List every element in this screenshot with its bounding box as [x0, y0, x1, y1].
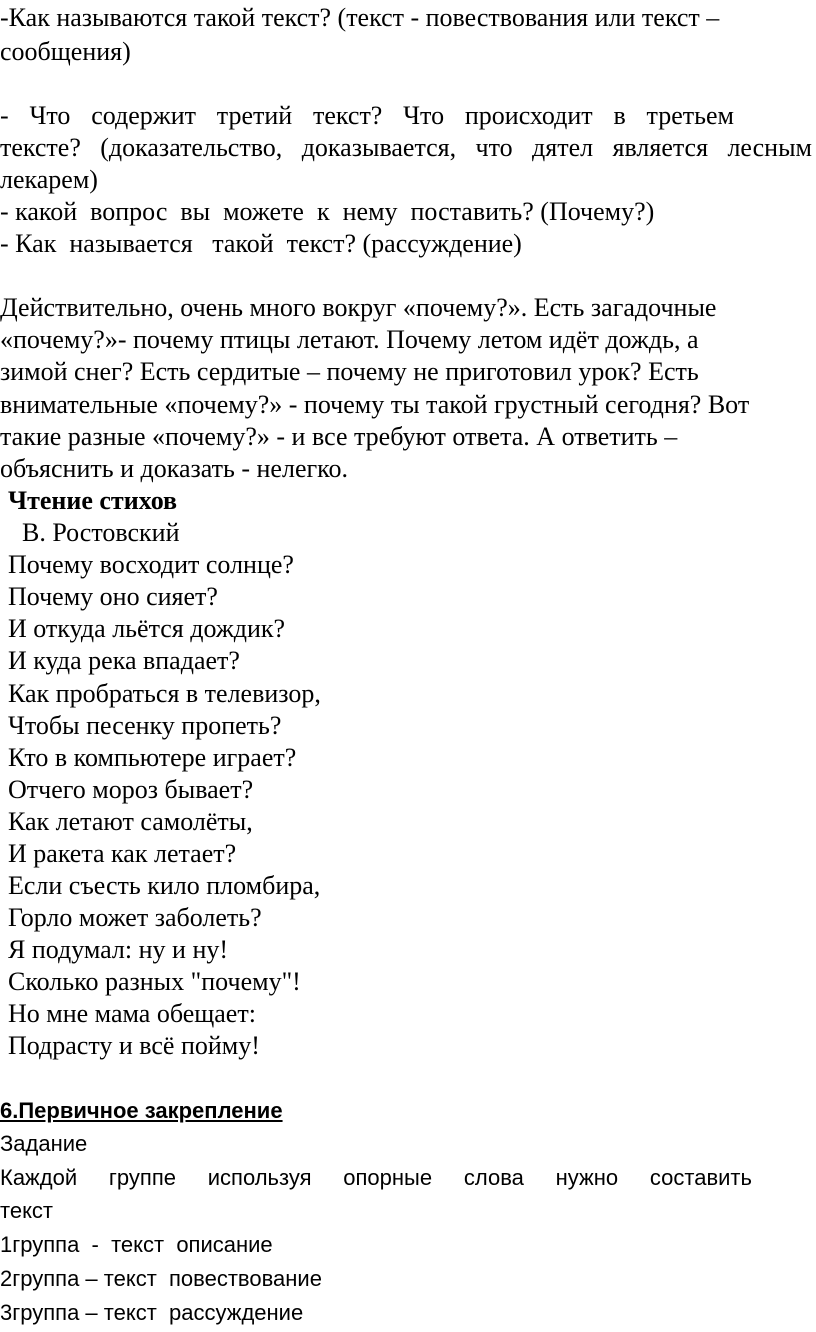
poem-line: И ракета как летает?: [8, 839, 237, 868]
word: составить: [649, 1165, 752, 1190]
question-2-line-2: [0, 132, 812, 163]
word: доказывается,: [301, 133, 457, 162]
poem-line: И откуда льётся дождик?: [8, 614, 286, 643]
word: Что: [403, 101, 445, 130]
poem-line: Подрасту и всё пойму!: [8, 1031, 260, 1060]
poem-line: Почему восходит солнце?: [8, 550, 294, 579]
poem-line: Я подумал: ну и ну!: [8, 935, 229, 964]
word: слова: [463, 1165, 524, 1190]
group-item: 3группа – текст рассуждение: [0, 1300, 304, 1325]
poem-line: Чтобы песенку пропеть?: [8, 711, 282, 740]
word: текст?: [313, 101, 383, 130]
poem-line: Если съесть кило пломбира,: [8, 871, 321, 900]
poem-line: Но мне мама обещает:: [8, 999, 256, 1028]
word: дятел: [532, 133, 594, 162]
group-item: 1группа - текст описание: [0, 1232, 273, 1257]
word: лесным: [727, 133, 812, 162]
word: что: [475, 133, 513, 162]
poem-line: Горло может заболеть?: [8, 903, 262, 932]
question-2-line-1: [0, 100, 734, 131]
question-1-line-2: сообщения): [0, 37, 131, 66]
word: тексте?: [0, 133, 81, 162]
word: содержит: [91, 101, 196, 130]
word: происходит: [464, 101, 593, 130]
word: -: [0, 101, 9, 130]
paragraph-line-6: объяснить и доказать - нелегко.: [0, 454, 348, 483]
poem-line: Как пробраться в телевизор,: [8, 679, 321, 708]
task-label: Задание: [0, 1131, 88, 1156]
poem-heading: Чтение стихов: [8, 486, 178, 515]
word: нужно: [555, 1165, 619, 1190]
word: в: [613, 101, 626, 130]
poem-author: В. Ростовский: [22, 518, 180, 547]
instruction-line-1: [0, 1161, 752, 1194]
section-6-heading: 6.Первичное закрепление: [0, 1098, 283, 1123]
question-2-line-3: лекарем): [0, 165, 98, 194]
paragraph-line-2: «почему?»- почему птицы летают. Почему летом идёт дождь, а: [0, 325, 699, 354]
word: третьем: [646, 101, 734, 130]
word: группе: [108, 1165, 176, 1190]
word: третий: [216, 101, 293, 130]
instruction-line-2: текст: [0, 1198, 54, 1223]
question-3: - какой вопрос вы можете к нему поставить? (Почему?): [0, 197, 655, 226]
word: Что: [29, 101, 71, 130]
paragraph-line-5: такие разные «почему?» - и все требуют ответа. А ответить –: [0, 422, 678, 451]
word: (доказательство,: [100, 133, 283, 162]
poem-line: Кто в компьютере играет?: [8, 743, 297, 772]
question-1-line-1: -Как называются такой текст? (текст - повествования или текст –: [0, 3, 720, 32]
word: является: [612, 133, 709, 162]
group-item: 2группа – текст повествование: [0, 1266, 322, 1291]
word: Каждой: [0, 1165, 78, 1190]
paragraph-line-1: Действительно, очень много вокруг «почему?». Есть загадочные: [0, 293, 717, 322]
word: используя: [207, 1165, 312, 1190]
question-4: - Как называется такой текст? (рассуждение): [0, 229, 522, 258]
poem-line: Почему оно сияет?: [8, 582, 218, 611]
paragraph-line-4: внимательные «почему?» - почему ты такой грустный сегодня? Вот: [0, 390, 750, 419]
poem-line: Сколько разных "почему"!: [8, 967, 301, 996]
poem-line: Отчего мороз бывает?: [8, 775, 254, 804]
poem-line: Как летают самолёты,: [8, 807, 253, 836]
word: опорные: [343, 1165, 433, 1190]
poem-line: И куда река впадает?: [8, 646, 240, 675]
paragraph-line-3: зимой снег? Есть сердитые – почему не приготовил урок? Есть: [0, 357, 699, 386]
